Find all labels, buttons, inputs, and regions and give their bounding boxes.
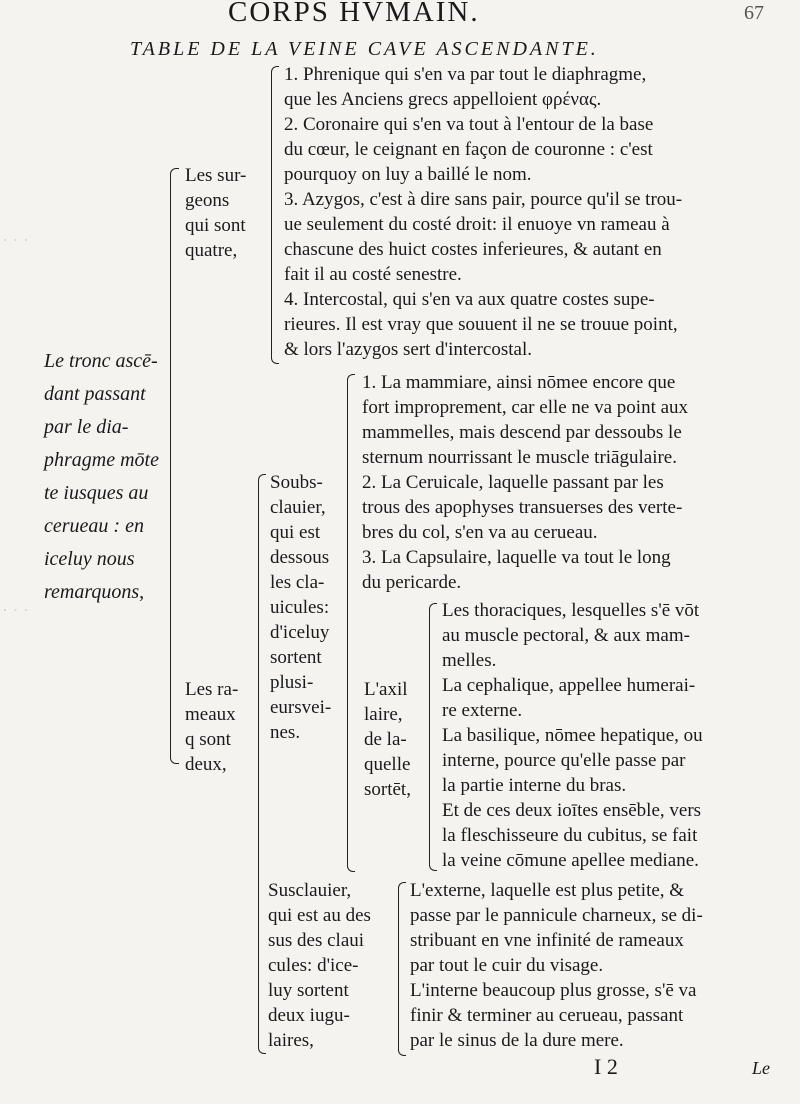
surgeon-item: 4. Intercostal, qui s'en va aux quatre costes supe- — [284, 289, 655, 310]
page-number: 67 — [744, 2, 764, 24]
susclavier-label-line: cules: d'ice- — [268, 955, 359, 976]
susclavier-label-line: luy sortent — [268, 980, 349, 1001]
subclavier-item: bres du col, s'en va au cerueau. — [362, 522, 598, 543]
trunk-line: phragme mōte — [44, 449, 159, 471]
subclavier-item: 3. La Capsulaire, laquelle va tout le long — [362, 547, 671, 568]
susclavier-item: stribuant en vne infinité de rameaux — [410, 930, 684, 951]
rameaux-label-line: deux, — [185, 754, 227, 775]
axillaire-item: re externe. — [442, 700, 523, 721]
trunk-line: iceluy nous — [44, 548, 135, 570]
susclavier-brace — [398, 882, 406, 1056]
surgeon-item: que les Anciens grecs appelloient φρένας. — [284, 89, 602, 110]
subclavier-item: trous des apophyses transuerses des verte- — [362, 497, 683, 518]
surgeon-item: 3. Azygos, c'est à dire sans pair, pource qu'il se trou- — [284, 189, 683, 210]
subclavier-label-line: nes. — [270, 722, 301, 743]
axillaire-item: La cephalique, appellee humerai- — [442, 675, 696, 696]
surgeon-item: & lors l'azygos sert d'intercostal. — [284, 339, 532, 360]
trunk-description — [44, 345, 159, 609]
subclavier-label-line: eursvei- — [270, 697, 332, 718]
axillaire-label-line: laire, — [364, 704, 403, 725]
surgeon-item: rieures. Il est vray que souuent il ne se trouue point, — [284, 314, 678, 335]
axillaire-item: au muscle pectoral, & aux mam- — [442, 625, 690, 646]
subclavier-label-line: d'iceluy — [270, 622, 330, 643]
axillaire-item: interne, pource qu'elle passe par — [442, 750, 686, 771]
axillaire-label-line: L'axil — [364, 679, 408, 700]
trunk-line: cerueau : en — [44, 515, 144, 537]
axillaire-brace — [429, 603, 437, 871]
rameaux-brace — [258, 474, 266, 1054]
surgeon-item: chascune des huict costes inferieures, & autant en — [284, 239, 662, 260]
axillaire-list — [442, 598, 703, 873]
axillaire-label-line: de la- — [364, 729, 407, 750]
susclavier-item: par tout le cuir du visage. — [410, 955, 604, 976]
trunk-line: te iusques au — [44, 482, 149, 504]
axillaire-label — [364, 677, 411, 802]
susclavier-label-line: qui est au des — [268, 905, 371, 926]
trunk-line: Le tronc ascē- — [44, 350, 158, 372]
axillaire-item: melles. — [442, 650, 497, 671]
table-title: TABLE DE LA VEINE CAVE ASCENDANTE. — [130, 38, 599, 60]
running-head: CORPS HVMAIN. — [228, 0, 480, 28]
axillaire-item: Et de ces deux ioītes ensēble, vers — [442, 800, 702, 821]
surgeon-item: 1. Phrenique qui s'en va par tout le diaphragme, — [284, 64, 647, 85]
signature-mark: I 2 — [594, 1054, 618, 1079]
susclavier-item: passe par le pannicule charneux, se di- — [410, 905, 703, 926]
subclavier-label-line: uicules: — [270, 597, 330, 618]
subclavier-label-line: qui est — [270, 522, 321, 543]
trunk-line: dant passant — [44, 383, 146, 405]
subclavier-label-line: plusi- — [270, 672, 314, 693]
subclavier-brace — [347, 374, 355, 872]
axillaire-item: Les thoraciques, lesquelles s'ē vōt — [442, 600, 700, 621]
surgeons-list — [284, 62, 682, 362]
subclavier-label-line: dessous — [270, 547, 330, 568]
subclavier-item: mammelles, mais descend par dessoubs le — [362, 422, 682, 443]
susclavier-label-line: sus des claui — [268, 930, 365, 951]
surgeons-label-line: geons — [185, 190, 230, 211]
surgeon-item: fait il au costé senestre. — [284, 264, 462, 285]
surgeons-label-line: Les sur- — [185, 165, 247, 186]
axillaire-label-line: sortēt, — [364, 779, 411, 800]
subclavier-item: 1. La mammiare, ainsi nōmee encore que — [362, 372, 676, 393]
axillaire-item: la partie interne du bras. — [442, 775, 627, 796]
bleed-through-mark: · · · — [2, 230, 29, 250]
susclavier-label-line: deux iugu- — [268, 1005, 350, 1026]
surgeons-label-line: quatre, — [185, 240, 238, 261]
axillaire-item: la fleschisseure du cubitus, se fait — [442, 825, 698, 846]
subclavier-item: fort improprement, car elle ne va point aux — [362, 397, 689, 418]
susclavier-label-line: laires, — [268, 1030, 314, 1051]
surgeon-item: pourquoy on luy a baillé le nom. — [284, 164, 532, 185]
subclavier-item: du pericarde. — [362, 572, 462, 593]
surgeon-item: 2. Coronaire qui s'en va tout à l'entour de la base — [284, 114, 654, 135]
surgeons-label-line: qui sont — [185, 215, 246, 236]
axillaire-item: la veine cōmune apellee mediane. — [442, 850, 699, 871]
rameaux-label-line: Les ra- — [185, 679, 239, 700]
surgeons-label — [185, 163, 246, 263]
rameaux-label — [185, 677, 238, 777]
subclavier-list — [362, 370, 688, 595]
subclavier-label — [270, 470, 331, 745]
axillaire-label-line: quelle — [364, 754, 411, 775]
axillaire-item: La basilique, nōmee hepatique, ou — [442, 725, 703, 746]
susclavier-label-line: Susclauier, — [268, 880, 352, 901]
subclavier-item: 2. La Ceruicale, laquelle passant par les — [362, 472, 664, 493]
trunk-line: par le dia- — [44, 416, 129, 438]
subclavier-label-line: les cla- — [270, 572, 325, 593]
rameaux-label-line: q sont — [185, 729, 231, 750]
subclavier-label-line: Soubs- — [270, 472, 323, 493]
bleed-through-mark: · · · — [2, 600, 29, 620]
main-brace — [170, 168, 179, 764]
susclavier-list — [410, 878, 703, 1053]
susclavier-item: par le sinus de la dure mere. — [410, 1030, 624, 1051]
catchword: Le — [752, 1058, 770, 1078]
susclavier-item: L'interne beaucoup plus grosse, s'ē va — [410, 980, 697, 1001]
surgeons-brace — [271, 66, 279, 364]
subclavier-item: sternum nourrissant le muscle triāgulaire. — [362, 447, 677, 468]
subclavier-label-line: sortent — [270, 647, 322, 668]
subclavier-label-line: clauier, — [270, 497, 326, 518]
surgeon-item: du cœur, le ceignant en façon de couronne : c'est — [284, 139, 653, 160]
trunk-line: remarquons, — [44, 581, 145, 603]
susclavier-item: finir & terminer au cerueau, passant — [410, 1005, 684, 1026]
surgeon-item: ue seulement du costé droit: il enuoye vn rameau à — [284, 214, 670, 235]
rameaux-label-line: meaux — [185, 704, 236, 725]
susclavier-label — [268, 878, 371, 1053]
susclavier-item: L'externe, laquelle est plus petite, & — [410, 880, 685, 901]
